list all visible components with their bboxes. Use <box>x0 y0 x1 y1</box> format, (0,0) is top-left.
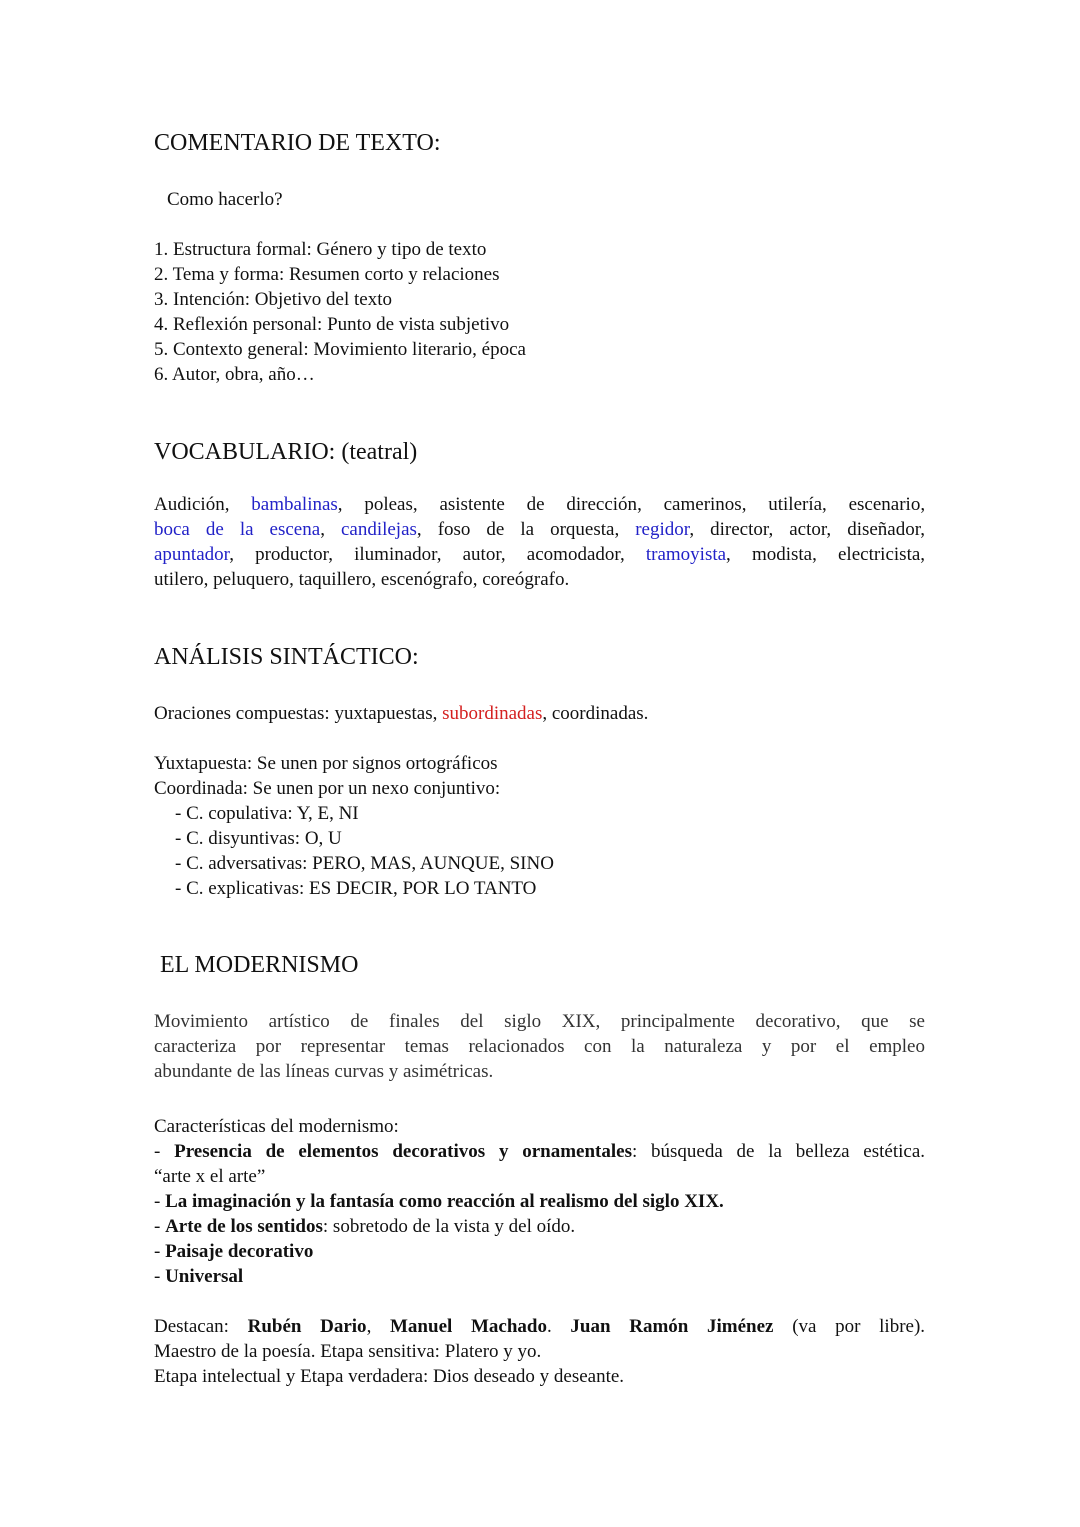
modernismo-definicion <box>154 1009 925 1084</box>
caracteristica-item <box>154 1139 925 1164</box>
destacan-label: Destacan: <box>154 1316 229 1337</box>
caracteristica-item <box>154 1214 575 1239</box>
autor-name: Manuel Machado <box>390 1316 547 1337</box>
caracteristica-bold: Arte de los sentidos <box>165 1216 323 1237</box>
caracteristica-bold: La imaginación y la fantasía como reacción al realismo del siglo XIX. <box>165 1191 724 1212</box>
vocab-word-highlighted: candilejas <box>340 519 417 540</box>
vocab-word: diseñador <box>847 519 921 540</box>
arte-por-el-arte: “arte x el arte” <box>154 1166 266 1187</box>
autor-name: Juan Ramón Jiménez <box>570 1316 774 1337</box>
vocab-word: utilería <box>768 494 823 515</box>
list-dash: - <box>154 1241 166 1262</box>
definicion-line: abundante de las líneas curvas y asimétricas. <box>154 1061 494 1082</box>
caracteristica-item <box>154 1239 313 1264</box>
vocab-word-highlighted: bambalinas <box>251 494 338 515</box>
comentario-step: 3. Intención: Objetivo del texto <box>154 289 392 310</box>
vocab-word: Audición <box>154 494 225 515</box>
comentario-step: 4. Reflexión personal: Punto de vista subjetivo <box>154 314 510 335</box>
vocabulario-word-list: Audición, bambalinas, poleas, asistente de dirección, camerinos, utilería, escenario, boca de la escena, candilejas, foso de la orquesta, regidor, director, actor, diseñador, apuntador, productor, iluminador, autor, acomodador, tramoyista, modista, electricista, utilero, peluquero, taquillero, escenógrafo, coreógrafo. <box>154 494 926 590</box>
vocab-word: acomodador <box>526 544 620 565</box>
vocab-word: camerinos <box>663 494 742 515</box>
compuestas-suffix: , coordinadas. <box>542 703 649 724</box>
vocab-word: actor <box>789 519 827 540</box>
vocab-word: peluquero <box>213 569 290 590</box>
coordinada-tipo: - C. explicativas: ES DECIR, POR LO TANTO <box>175 878 537 899</box>
vocab-word: foso de la orquesta <box>437 519 615 540</box>
list-dash: - <box>154 1191 166 1212</box>
compuestas-prefix: Oraciones compuestas: yuxtapuestas, <box>154 703 443 724</box>
definicion-line: Movimiento artístico de finales del siglo XIX, principalmente decorativo, que se <box>154 1011 925 1032</box>
vocab-word-highlighted: tramoyista <box>645 544 727 565</box>
vocab-word: escenógrafo <box>380 569 473 590</box>
autor-name: Rubén Dario <box>247 1316 367 1337</box>
comentario-title: COMENTARIO DE TEXTO: <box>154 130 441 156</box>
caracteristica-text: : búsqueda de la belleza estética. <box>631 1141 925 1162</box>
maestro-line: Maestro de la poesía. Etapa sensitiva: Platero y yo. <box>154 1341 542 1362</box>
yuxtapuesta-definition: Yuxtapuesta: Se unen por signos ortográficos <box>154 753 498 774</box>
autor-note: (va por libre). <box>792 1316 926 1337</box>
coordinada-definition: Coordinada: Se unen por un nexo conjuntivo: <box>154 778 501 799</box>
analisis-title: ANÁLISIS SINTÁCTICO: <box>154 644 419 670</box>
vocab-word: director <box>710 519 769 540</box>
caracteristica-bold: Paisaje decorativo <box>165 1241 314 1262</box>
list-dash: - <box>154 1266 166 1287</box>
caracteristica-item <box>154 1264 243 1289</box>
coordinada-tipo: - C. copulativa: Y, E, NI <box>175 803 359 824</box>
vocab-word: poleas <box>364 494 413 515</box>
coordinada-tipo: - C. adversativas: PERO, MAS, AUNQUE, SINO <box>175 853 554 874</box>
vocab-word-highlighted: apuntador <box>154 544 230 565</box>
vocab-word-highlighted: regidor <box>635 519 690 540</box>
oraciones-compuestas <box>154 701 648 726</box>
comentario-subtitle: Como hacerlo? <box>167 189 283 210</box>
vocab-word: utilero <box>154 569 204 590</box>
vocab-word: asistente de dirección <box>439 494 638 515</box>
modernismo-title: EL MODERNISMO <box>160 952 359 978</box>
vocab-word: autor <box>462 544 501 565</box>
vocabulario-title: VOCABULARIO: (teatral) <box>154 439 418 465</box>
comentario-step: 5. Contexto general: Movimiento literario, época <box>154 339 526 360</box>
etapas-line: Etapa intelectual y Etapa verdadera: Dios deseado y deseante. <box>154 1366 625 1387</box>
caracteristica-bold: Presencia de elementos decorativos y ornamentales <box>174 1141 632 1162</box>
comentario-step: 6. Autor, obra, año… <box>154 364 315 385</box>
caracteristica-item <box>154 1189 724 1214</box>
definicion-line: caracteriza por representar temas relacionados con la naturaleza y por el empleo <box>154 1036 925 1057</box>
vocab-word: taquillero <box>298 569 372 590</box>
coordinada-tipo: - C. disyuntivas: O, U <box>175 828 342 849</box>
comentario-step: 2. Tema y forma: Resumen corto y relaciones <box>154 264 500 285</box>
vocab-word: coreógrafo <box>482 569 565 590</box>
vocab-word: iluminador <box>354 544 437 565</box>
caracteristicas-title: Características del modernismo: <box>154 1116 399 1137</box>
vocab-word: productor <box>255 544 329 565</box>
caracteristica-bold: Universal <box>165 1266 244 1287</box>
subordinadas-highlighted: subordinadas <box>442 703 543 724</box>
vocab-word: escenario <box>848 494 921 515</box>
list-dash: - <box>154 1216 166 1237</box>
vocab-word-highlighted: boca de la escena <box>154 519 321 540</box>
vocab-word: electricista <box>838 544 921 565</box>
destacan-paragraph: Destacan: Rubén Dario, Manuel Machado. Juan Ramón Jiménez (va por libre). <box>154 1316 926 1337</box>
caracteristica-text: : sobretodo de la vista y del oído. <box>322 1216 576 1237</box>
comentario-step: 1. Estructura formal: Género y tipo de texto <box>154 239 487 260</box>
list-dash: - <box>154 1141 175 1162</box>
vocab-word: modista <box>751 544 813 565</box>
